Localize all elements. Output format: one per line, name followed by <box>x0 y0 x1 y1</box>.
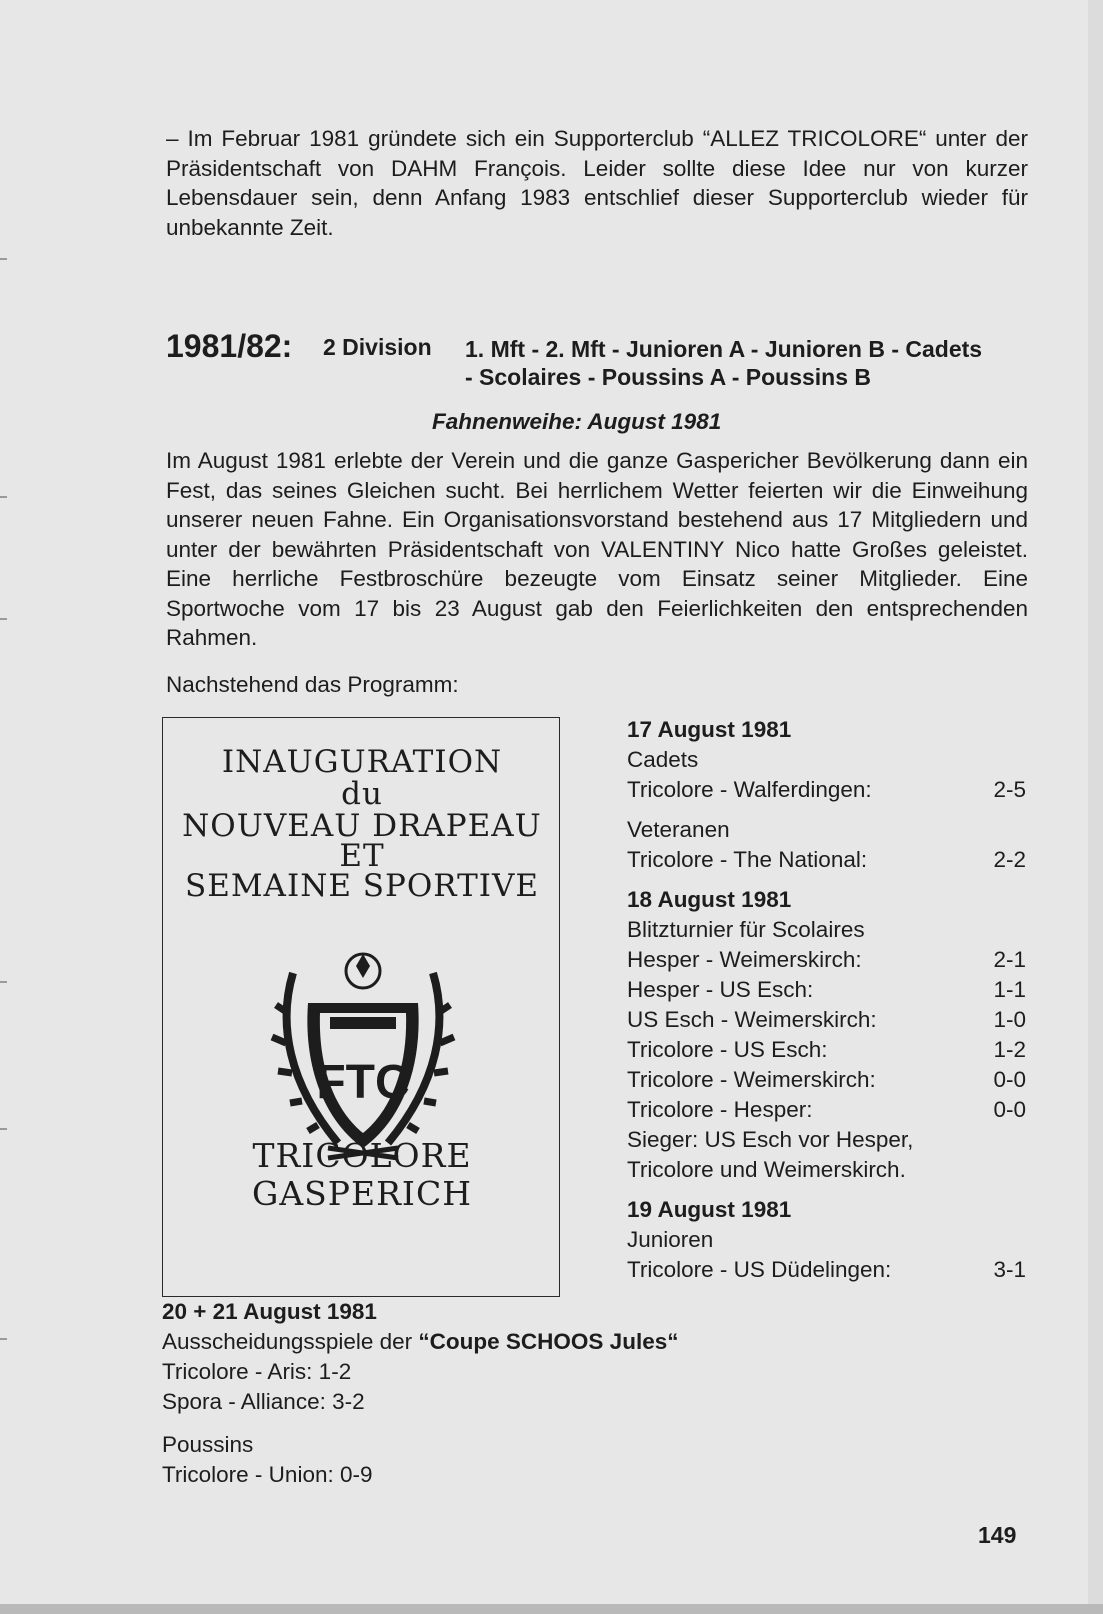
margin-mark <box>0 618 7 620</box>
season-division: 2 Division <box>323 334 432 360</box>
match: US Esch - Weimerskirch: <box>627 1007 877 1032</box>
club-crest-icon <box>268 933 458 1168</box>
day-date: 18 August 1981 <box>627 887 792 912</box>
day-category: Blitzturnier für Scolaires <box>627 917 865 942</box>
match: Tricolore - Walferdingen: <box>627 777 872 802</box>
page-number: 149 <box>978 1522 1017 1548</box>
cover-club-line: TRICOLORE <box>252 1136 472 1175</box>
margin-mark <box>0 1128 7 1130</box>
cover-title-line: ET <box>339 838 385 874</box>
match-score: 3-1 <box>993 1257 1026 1282</box>
crest-letters: FTC <box>316 1056 410 1109</box>
cup-result: Spora - Alliance: 3-2 <box>162 1389 365 1414</box>
page-edge <box>1088 0 1103 1614</box>
day-date: 20 + 21 August 1981 <box>162 1299 377 1324</box>
cup-name: “Coupe SCHOOS Jules“ <box>418 1329 679 1354</box>
day-date: 17 August 1981 <box>627 717 792 742</box>
cup-result: Tricolore - Aris: 1-2 <box>162 1359 352 1384</box>
day-category: Cadets <box>627 747 699 772</box>
cup-prefix: Ausscheidungsspiele der <box>162 1329 419 1354</box>
day-category: Veteranen <box>627 817 730 842</box>
match-score: 1-2 <box>993 1037 1026 1062</box>
day-date: 19 August 1981 <box>627 1197 792 1222</box>
match: Tricolore - Weimerskirch: <box>627 1067 876 1092</box>
cover-title-line: NOUVEAU DRAPEAU <box>182 808 542 844</box>
margin-mark <box>0 1338 7 1340</box>
program-cover-box <box>162 717 560 1297</box>
match: Tricolore - The National: <box>627 847 868 872</box>
margin-mark <box>0 981 7 983</box>
page-bottom-edge <box>0 1604 1103 1614</box>
cover-title-line: SEMAINE SPORTIVE <box>184 868 540 904</box>
match-score: 0-0 <box>993 1097 1026 1122</box>
match: Tricolore - US Düdelingen: <box>627 1257 892 1282</box>
match-score: 1-1 <box>993 977 1026 1002</box>
match-score: 1-0 <box>993 1007 1026 1032</box>
match-score: 2-5 <box>993 777 1026 802</box>
section-heading: Fahnenweihe: August 1981 <box>432 409 722 434</box>
match: Tricolore - US Esch: <box>627 1037 828 1062</box>
match: Tricolore - Union: 0-9 <box>162 1462 373 1487</box>
cup-line <box>162 1327 678 1357</box>
day-category: Poussins <box>162 1432 254 1457</box>
cover-title-line: INAUGURATION <box>221 744 503 780</box>
season-teams-line1: 1. Mft - 2. Mft - Junioren A - Junioren B - Cadets <box>465 336 983 362</box>
winner-line: Sieger: US Esch vor Hesper, <box>627 1127 914 1152</box>
match-score: 0-0 <box>993 1067 1026 1092</box>
match: Hesper - Weimerskirch: <box>627 947 862 972</box>
margin-mark <box>0 258 7 260</box>
margin-mark <box>0 496 7 498</box>
program-intro: Nachstehend das Programm: <box>166 672 459 697</box>
cover-title-line: du <box>341 776 383 812</box>
day-category: Junioren <box>627 1227 714 1252</box>
cover-club-line: GASPERICH <box>251 1174 472 1213</box>
match-score: 2-2 <box>993 847 1026 872</box>
winner-line: Tricolore und Weimerskirch. <box>627 1157 906 1182</box>
match: Tricolore - Hesper: <box>627 1097 813 1122</box>
intro-paragraph: – Im Februar 1981 gründete sich ein Supporterclub “ALLEZ TRICOLORE“ unter der Präsidentschaft von DAHM François. Leider sollte diese Idee nur von kurzer Lebensdauer sein, denn Anfang 1983 entschlief dieser Supporterclub wieder für unbekannte Zeit. <box>166 126 1028 240</box>
season-teams-line2: - Scolaires - Poussins A - Poussins B <box>465 364 872 390</box>
match-score: 2-1 <box>993 947 1026 972</box>
story-paragraph: Im August 1981 erlebte der Verein und die ganze Gaspericher Bevölkerung dann ein Fest, das seines Gleichen sucht. Bei herrlichem Wetter feierten wir die Einweihung unserer neuen Fahne. Ein Organisationsvorstand bestehend aus 17 Mitgliedern und unter der bewährten Präsidentschaft von VALENTINY Nico hatte Großes geleistet. Eine herrliche Festbroschüre bezeugte vom Einsatz seiner Mitglieder. Eine Sportwoche vom 17 bis 23 August gab den Feierlichkeiten den entsprechenden Rahmen. <box>166 448 1028 650</box>
season-year: 1981/82: <box>166 328 293 364</box>
match: Hesper - US Esch: <box>627 977 814 1002</box>
